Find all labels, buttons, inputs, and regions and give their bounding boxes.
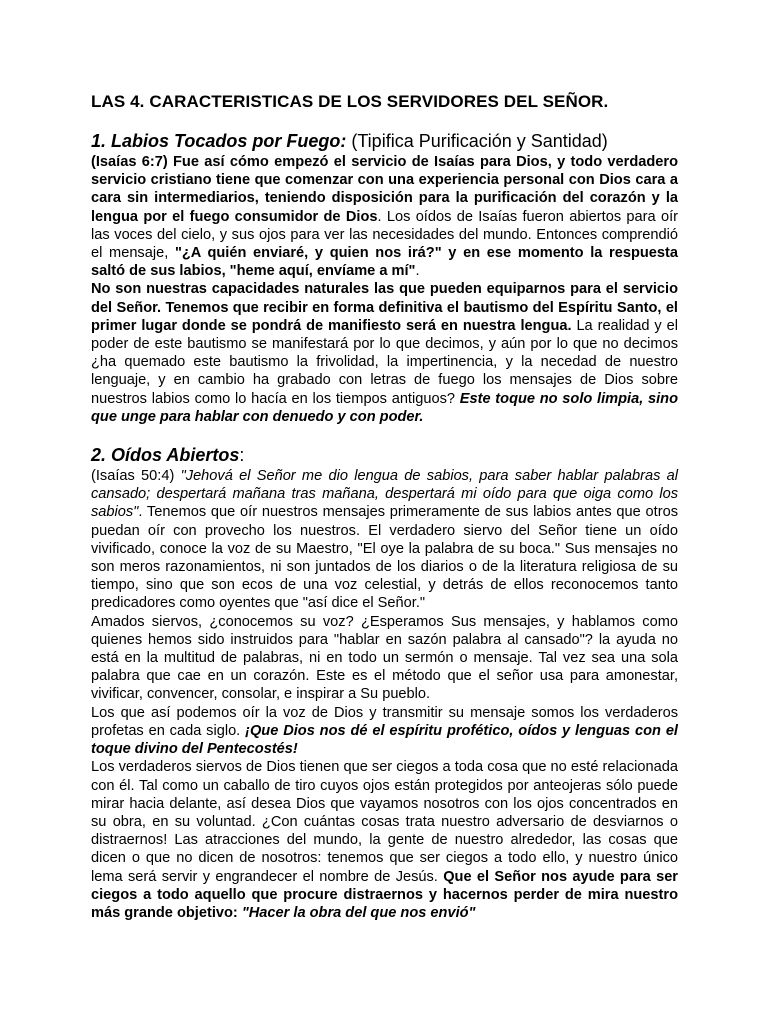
section-2-heading bbox=[91, 445, 678, 466]
text-regular: La realidad y el poder de este bautismo se manifestará por lo que decimos, y aún por lo que no decimos ¿ha quemado este bautismo la frivolidad, la impertinencia, y la necedad de nuestro lenguaje, y en cambio ha grabado con letras de fuego los mensajes de Dios sobre nuestros labios como lo hacía en los tiempos antiguos? bbox=[91, 317, 678, 407]
text-regular: Amados siervos, ¿conocemos su voz? ¿Esperamos Sus mensajes, y hablamos como quienes hemos sido instruidos para "hablar en sazón palabra al cansado"? la ayuda no está en la multitud de palabras, ni en todo un sermón o mensaje. Tal vez sea una sola palabra que cae en un corazón. Este es el método que el señor usa para amonestar, vivificar, convencer, consolar, e inspirar a Su pueblo. bbox=[91, 613, 678, 703]
text-bold-italic: ¡Que Dios nos dé el espíritu profético, oídos y lenguas con el toque divino del Pentecostés! bbox=[91, 722, 678, 758]
text-bold: No son nuestras capacidades naturales las que pueden equiparnos para el servicio del Señor. Tenemos que recibir en forma definitiva el bautismo del Espíritu Santo, el primer lugar donde se pondrá de manifiesto será en nuestra lengua. bbox=[91, 281, 678, 334]
text-bold: "¿A quién enviaré, y quien nos irá?" y en ese momento la respuesta saltó de sus labios, "heme aquí, envíame a mí" bbox=[91, 245, 678, 280]
text-regular: Los que así podemos oír la voz de Dios y transmitir su mensaje somos los verdaderos profetas en cada siglo. bbox=[91, 704, 678, 739]
text-bold-italic: Este toque no solo limpia, sino que unge para hablar con denuedo y con poder. bbox=[91, 390, 679, 425]
section-2-heading-title: 2. Oídos Abiertos bbox=[91, 445, 240, 466]
text-italic: "Jehová el Señor me dio lengua de sabios, para saber hablar palabras al cansado; despertará mañana tras mañana, despertará mi oído para que oiga como los sabios" bbox=[91, 468, 678, 521]
section-1-heading bbox=[91, 131, 678, 152]
section-2-paragraph-1 bbox=[91, 467, 678, 613]
section-1-paragraph-2 bbox=[91, 280, 678, 426]
section-2-paragraph-3 bbox=[91, 704, 678, 759]
section-2 bbox=[91, 445, 678, 922]
text-regular: . bbox=[415, 263, 420, 280]
section-1-heading-subtitle: (Tipifica Purificación y Santidad) bbox=[346, 131, 608, 151]
text-regular: . Los oídos de Isaías fueron abiertos para oír las voces del cielo, y sus ojos para ver las necesidades del mundo. Entonces comprendió el mensaje, bbox=[91, 208, 678, 262]
text-regular: Los verdaderos siervos de Dios tienen que ser ciegos a toda cosa que no esté relacionada con él. Tal como un caballo de tiro cuyos ojos están protegidos por anteojeras sólo puede mirar hacia delante, así desea Dios que vayamos nosotros con los ojos concentrados en su obra, en su voluntad. ¿Con cuántas cosas trata nuestro adversario de desviarnos o distraernos! Las atracciones del mundo, la gente de nuestro alrededor, las cosas que dicen o que no dicen de nosotros: tenemos que ser ciegos a todo ello, y nuestro único lema será servir y engrandecer el nombre de Jesús. bbox=[91, 759, 678, 885]
text-bold: Que el Señor nos ayude para ser ciegos a todo aquello que procure distraernos y hacernos perder de mira nuestro más grande objetivo: bbox=[91, 868, 678, 921]
text-bold-italic: "Hacer la obra del que nos envió" bbox=[241, 904, 476, 921]
document-title: LAS 4. CARACTERISTICAS DE LOS SERVIDORES DEL SEÑOR. bbox=[91, 92, 609, 111]
section-1-heading-title: 1. Labios Tocados por Fuego: bbox=[91, 131, 347, 151]
text-regular: . Tenemos que oír nuestros mensajes primeramente de sus labios antes que otros puedan oír con provecho los nuestros. El verdadero siervo del Señor tiene un oído vivificado, conoce la voz de su Maestro, "El oye la palabra de su boca." Sus mensajes no son meros razonamientos, ni son juntados de los diarios o de la literatura religiosa de su tiempo, sino que son ecos de una voz celestial, y detrás de ellos reconocemos tanto predicadores como oyentes que "así dice el Señor." bbox=[91, 504, 678, 612]
text-regular: (Isaías 50:4) bbox=[91, 468, 181, 485]
section-2-heading-colon: : bbox=[239, 445, 245, 466]
section-1-paragraph-1 bbox=[91, 153, 678, 280]
section-2-paragraph-4 bbox=[91, 758, 678, 922]
text-bold: (Isaías 6:7) Fue así cómo empezó el servicio de Isaías para Dios, y todo verdadero servicio cristiano tiene que comenzar con una experiencia personal con Dios cara a cara sin intermediarios, teniendo disposición para la purificación del corazón y la lengua por el fuego consumidor de Dios bbox=[91, 154, 678, 225]
section-1 bbox=[91, 131, 678, 426]
section-2-paragraph-2 bbox=[91, 613, 678, 704]
